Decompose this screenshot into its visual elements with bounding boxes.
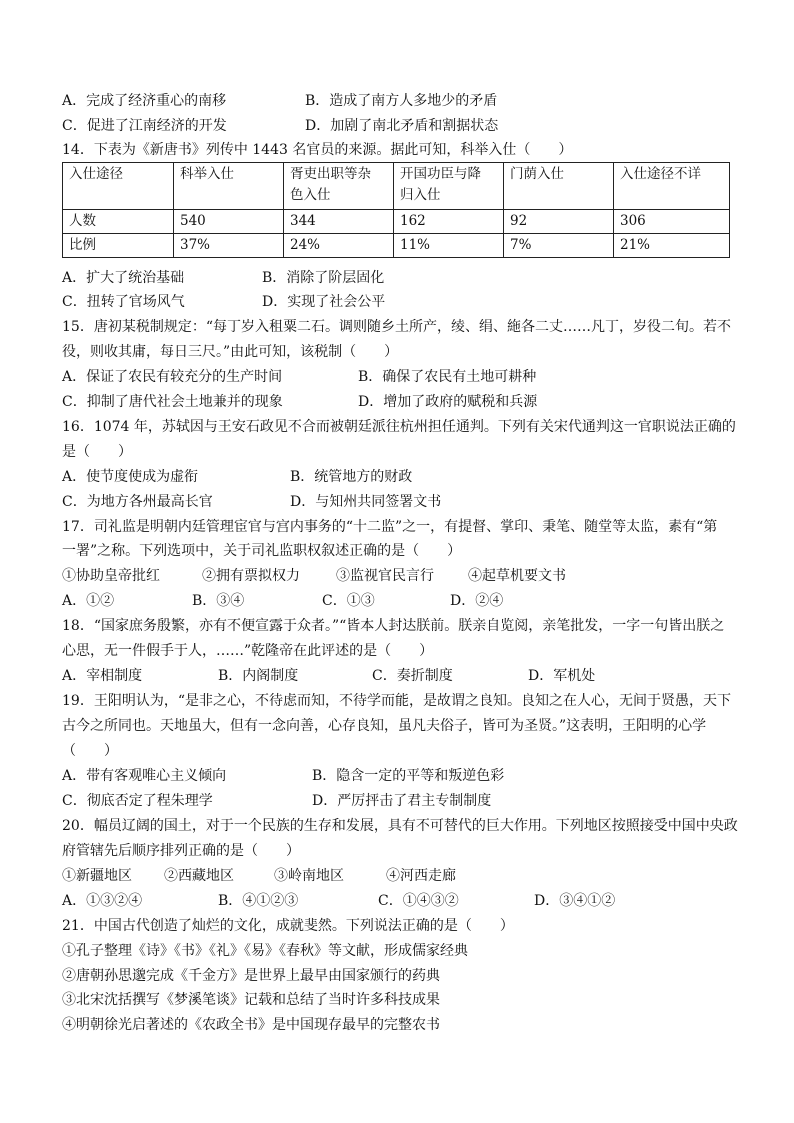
q21-item-2: ②唐朝孙思邈完成《千金方》是世界上最早由国家颁行的药典	[62, 968, 440, 984]
table-cell: 92	[504, 210, 614, 234]
q17-stem-line-1: 17．司礼监是明朝内廷管理宦官与宫内事务的“十二监”之一，有提督、掌印、秉笔、随堂等太监，素有“第	[62, 519, 718, 535]
table-cell: 540	[174, 210, 284, 234]
table-header-row	[63, 163, 730, 210]
q14-stem: 14．下表为《新唐书》列传中 1443 名官员的来源。据此可知，科举入仕（ ）	[62, 142, 573, 158]
table-cell: 21%	[614, 234, 730, 258]
q17-option-c: C．①③	[322, 593, 375, 609]
table-cell: 162	[394, 210, 504, 234]
table-header-cell: 入仕途径不详	[614, 163, 730, 210]
q15-option-b: B．确保了农民有土地可耕种	[358, 369, 537, 385]
q20-stem-line-2: 府管辖先后顺序排列正确的是（ ）	[62, 843, 300, 859]
q20-option-c: C．①④③②	[378, 893, 459, 909]
table-cell: 37%	[174, 234, 284, 258]
q17-option-a: A．①②	[62, 593, 115, 609]
q18-option-b: B．内阁制度	[218, 668, 299, 684]
table-header-cell: 科举入仕	[174, 163, 284, 210]
q18-option-d: D．军机处	[528, 668, 596, 684]
q16-option-c: C．为地方各州最高长官	[62, 494, 213, 510]
q16-option-b: B．统管地方的财政	[290, 469, 413, 485]
q19-option-d: D．严厉抨击了君主专制制度	[312, 793, 492, 809]
q21-item-4: ④明朝徐光启著述的《农政全书》是中国现存最早的完整农书	[62, 1017, 440, 1033]
q15-option-a: A．保证了农民有较充分的生产时间	[62, 369, 283, 385]
q14-option-a: A．扩大了统治基础	[62, 270, 185, 286]
q17-item-3: ③监视官民言行	[336, 568, 434, 584]
table-cell: 7%	[504, 234, 614, 258]
table-row	[63, 210, 730, 234]
q20-stem-line-1: 20．幅员辽阔的国土，对于一个民族的生存和发展，具有不可替代的巨大作用。下列地区按照接受中国中央政	[62, 818, 738, 834]
q14-option-c: C．扭转了官场风气	[62, 294, 185, 310]
q16-option-d: D．与知州共同签署文书	[290, 494, 442, 510]
table-header-cell: 入仕途径	[63, 163, 174, 210]
q18-option-c: C．奏折制度	[372, 668, 453, 684]
q20-item-1: ①新疆地区	[62, 868, 132, 884]
q13-option-d: D．加剧了南北矛盾和割据状态	[305, 118, 499, 134]
q15-option-c: C．抑制了唐代社会土地兼并的现象	[62, 394, 283, 410]
table-header-cell: 开国功臣与降 归入仕	[394, 163, 504, 210]
q13-option-c: C．促进了江南经济的开发	[62, 118, 227, 134]
q16-stem-line-1: 16．1074 年，苏轼因与王安石政见不合而被朝廷派往杭州担任通判。下列有关宋代通判这一官职说法正确的	[62, 419, 736, 435]
q20-option-d: D．③④①②	[534, 893, 616, 909]
q14-option-d: D．实现了社会公平	[262, 294, 386, 310]
q17-item-2: ②拥有票拟权力	[202, 568, 300, 584]
q13-option-b: B．造成了南方人多地少的矛盾	[305, 93, 498, 109]
q18-stem-line-2: 心思，无一件假手于人，……”乾隆帝在此评述的是（ ）	[62, 643, 434, 659]
q15-stem-line-2: 役，则收其庸，每日三尺。”由此可知，该税制（ ）	[62, 344, 399, 360]
q19-stem-line-2: 古今之所同也。天地虽大，但有一念向善，心存良知，虽凡夫俗子，皆可为圣贤。”这表明，王阳明的心学	[62, 718, 707, 734]
q18-option-a: A．宰相制度	[62, 668, 143, 684]
table-cell: 24%	[284, 234, 394, 258]
table-header-cell: 门荫入仕	[504, 163, 614, 210]
q20-option-b: B．④①②③	[218, 893, 299, 909]
table-cell: 306	[614, 210, 730, 234]
q16-option-a: A．使节度使成为虚衔	[62, 469, 199, 485]
q19-stem-line-3: （ ）	[62, 743, 118, 759]
q20-item-2: ②西藏地区	[164, 868, 234, 884]
q17-item-4: ④起草机要文书	[468, 568, 566, 584]
q21-item-3: ③北宋沈括撰写《梦溪笔谈》记载和总结了当时许多科技成果	[62, 992, 440, 1008]
table-cell: 11%	[394, 234, 504, 258]
q19-option-b: B．隐含一定的平等和叛逆色彩	[312, 768, 505, 784]
table-header-cell: 胥吏出职等杂 色入仕	[284, 163, 394, 210]
q19-stem-line-1: 19．王阳明认为，“是非之心，不待虑而知，不待学而能，是故谓之良知。良知之在人心，无间于贤愚，天下	[62, 693, 731, 709]
table-cell: 比例	[63, 234, 174, 258]
q20-item-3: ③岭南地区	[274, 868, 344, 884]
table-row	[63, 234, 730, 258]
officials-source-table	[62, 162, 730, 258]
q13-option-a: A．完成了经济重心的南移	[62, 93, 227, 109]
q21-stem: 21．中国古代创造了灿烂的文化，成就斐然。下列说法正确的是（ ）	[62, 918, 514, 934]
q19-option-c: C．彻底否定了程朱理学	[62, 793, 213, 809]
table-cell: 人数	[63, 210, 174, 234]
q18-stem-line-1: 18．“国家庶务殷繁，亦有不便宣露于众者。”“皆本人封达朕前。朕亲自览阅，亲笔批发，一字一句皆出朕之	[62, 618, 725, 634]
q20-item-4: ④河西走廊	[386, 868, 456, 884]
q21-item-1: ①孔子整理《诗》《书》《礼》《易》《春秋》等文献，形成儒家经典	[62, 943, 468, 959]
q15-stem-line-1: 15．唐初某税制规定：“每丁岁入租粟二石。调则随乡土所产，绫、绢、絁各二丈……凡丁，岁役二旬。若不	[62, 319, 731, 335]
q17-stem-line-2: 一署”之称。下列选项中，关于司礼监职权叙述正确的是（ ）	[62, 543, 462, 559]
q20-option-a: A．①③②④	[62, 893, 143, 909]
table-cell: 344	[284, 210, 394, 234]
q17-option-b: B．③④	[192, 593, 245, 609]
q17-option-d: D．②④	[450, 593, 504, 609]
q15-option-d: D．增加了政府的赋税和兵源	[358, 394, 538, 410]
q17-item-1: ①协助皇帝批红	[62, 568, 160, 584]
q14-option-b: B．消除了阶层固化	[262, 270, 385, 286]
q19-option-a: A．带有客观唯心主义倾向	[62, 768, 227, 784]
q16-stem-line-2: 是（ ）	[62, 444, 132, 460]
